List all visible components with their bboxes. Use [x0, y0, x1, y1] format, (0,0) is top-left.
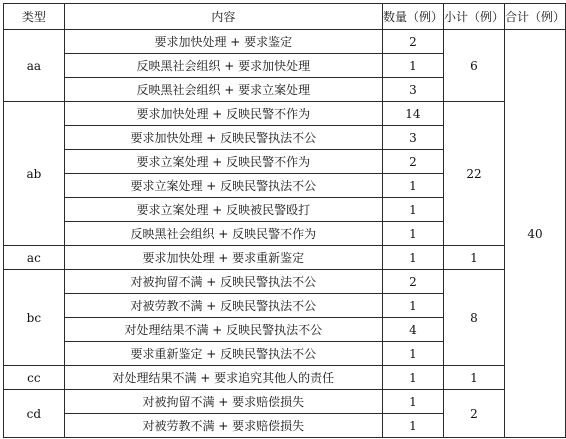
- content-cell: 对被拘留不满 + 要求赔偿损失: [64, 390, 382, 414]
- subtotal-cell: 2: [443, 390, 504, 438]
- count-cell: 1: [382, 54, 443, 78]
- header-subtotal: 小计（例）: [443, 4, 504, 30]
- count-cell: 1: [382, 294, 443, 318]
- count-cell: 2: [382, 30, 443, 54]
- count-cell: 1: [382, 198, 443, 222]
- type-cell: bc: [4, 270, 65, 366]
- statistics-table: [3, 3, 566, 438]
- content-cell: 对被拘留不满 + 反映民警执法不公: [64, 270, 382, 294]
- count-cell: 3: [382, 126, 443, 150]
- header-total: 合计（例）: [504, 4, 565, 30]
- subtotal-cell: 8: [443, 270, 504, 366]
- table-row: [4, 366, 566, 390]
- content-cell: 要求加快处理 + 反映民警执法不公: [64, 126, 382, 150]
- content-cell: 对处理结果不满 + 反映民警执法不公: [64, 318, 382, 342]
- type-cell: ac: [4, 246, 65, 270]
- type-cell: ab: [4, 102, 65, 246]
- count-cell: 2: [382, 270, 443, 294]
- type-cell: aa: [4, 30, 65, 102]
- content-cell: 反映黑社会组织 + 反映民警不作为: [64, 222, 382, 246]
- count-cell: 4: [382, 318, 443, 342]
- count-cell: 1: [382, 390, 443, 414]
- count-cell: 1: [382, 174, 443, 198]
- count-cell: 3: [382, 78, 443, 102]
- content-cell: 对被劳教不满 + 要求赔偿损失: [64, 414, 382, 438]
- type-cell: cd: [4, 390, 65, 438]
- header-content: 内容: [64, 4, 382, 30]
- count-cell: 1: [382, 246, 443, 270]
- count-cell: 1: [382, 366, 443, 390]
- header-count: 数量（例）: [382, 4, 443, 30]
- table-row: [4, 246, 566, 270]
- content-cell: 要求立案处理 + 反映被民警殴打: [64, 198, 382, 222]
- content-cell: 对被劳教不满 + 反映民警执法不公: [64, 294, 382, 318]
- content-cell: 对处理结果不满 + 要求追究其他人的责任: [64, 366, 382, 390]
- subtotal-cell: 1: [443, 246, 504, 270]
- content-cell: 要求立案处理 + 反映民警不作为: [64, 150, 382, 174]
- table-row: [4, 390, 566, 414]
- count-cell: 2: [382, 150, 443, 174]
- count-cell: 1: [382, 342, 443, 366]
- content-cell: 要求重新鉴定 + 反映民警执法不公: [64, 342, 382, 366]
- total-cell: 40: [504, 30, 565, 438]
- type-cell: cc: [4, 366, 65, 390]
- content-cell: 反映黑社会组织 + 要求加快处理: [64, 54, 382, 78]
- subtotal-cell: 1: [443, 366, 504, 390]
- count-cell: 1: [382, 414, 443, 438]
- header-type: 类型: [4, 4, 65, 30]
- content-cell: 要求加快处理 + 要求鉴定: [64, 30, 382, 54]
- content-cell: 要求加快处理 + 要求重新鉴定: [64, 246, 382, 270]
- count-cell: 14: [382, 102, 443, 126]
- content-cell: 要求加快处理 + 反映民警不作为: [64, 102, 382, 126]
- table-row: [4, 270, 566, 294]
- subtotal-cell: 6: [443, 30, 504, 102]
- subtotal-cell: 22: [443, 102, 504, 246]
- table-row: [4, 102, 566, 126]
- table-row: [4, 30, 566, 54]
- content-cell: 要求立案处理 + 反映民警执法不公: [64, 174, 382, 198]
- count-cell: 1: [382, 222, 443, 246]
- content-cell: 反映黑社会组织 + 要求立案处理: [64, 78, 382, 102]
- header-row: [4, 4, 566, 30]
